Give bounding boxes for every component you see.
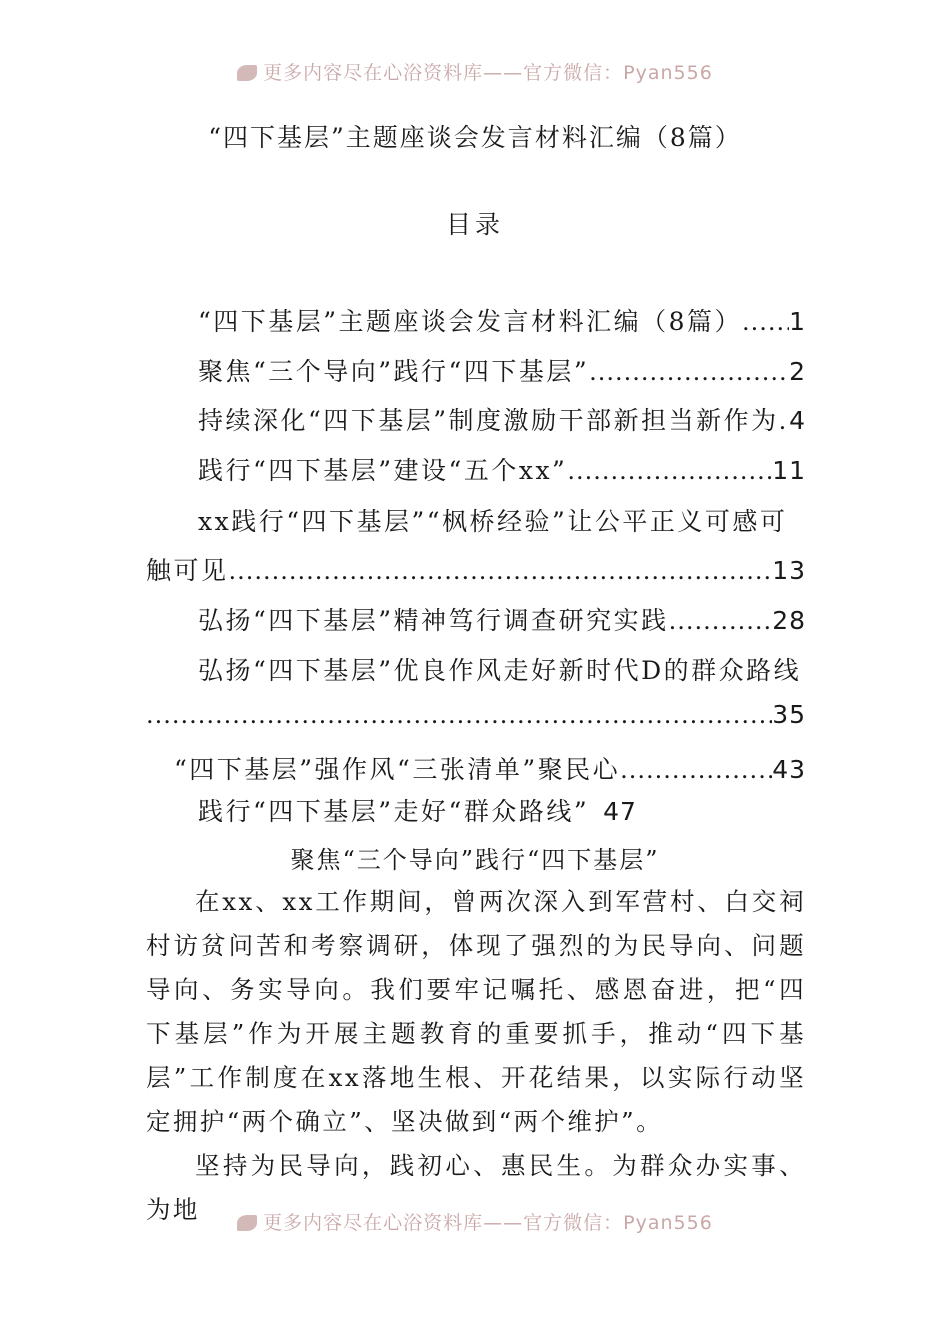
- watermark-text: 更多内容尽在心浴资料库——官方微信：Pyan556: [263, 1212, 713, 1234]
- toc-entry-title: 弘扬“四下基层”精神笃行调查研究实践: [198, 606, 669, 635]
- toc-entry-line1[interactable]: [146, 502, 806, 542]
- toc-entry-title: “四下基层”强作风“三张清单”聚民心: [174, 755, 621, 784]
- toc-leader-dots: [620, 756, 772, 784]
- toc-leader-dots: [146, 701, 772, 729]
- watermark-logo-icon: [237, 65, 257, 81]
- section-title: 聚焦“三个导向”践行“四下基层”: [290, 846, 660, 874]
- toc-entry-title: 践行“四下基层”走好“群众路线”: [198, 797, 590, 826]
- toc-leader-dots: [742, 308, 789, 336]
- toc-entry-page: 11: [772, 456, 806, 485]
- toc-entry-title-cont: 触可见: [146, 556, 229, 585]
- toc-entry-page: 4: [789, 406, 806, 435]
- document-title: “四下基层”主题座谈会发言材料汇编（8篇）: [208, 123, 742, 152]
- toc-entry-page: 13: [772, 556, 806, 585]
- body-paragraph: 坚持为民导向，践初心、惠民生。为群众办实事、为地: [146, 1151, 806, 1224]
- toc-entry[interactable]: [146, 401, 806, 441]
- toc-entry[interactable]: [146, 750, 806, 790]
- toc-leader-dots: [229, 557, 773, 585]
- toc-entry-title: 聚焦“三个导向”践行“四下基层”: [198, 357, 590, 386]
- toc-entry[interactable]: [146, 302, 806, 342]
- toc-entry[interactable]: [146, 451, 806, 491]
- toc-entry-title: 持续深化“四下基层”制度激励干部新担当新作为: [198, 406, 779, 435]
- toc-leader-dots: [669, 607, 773, 635]
- toc-entry-title: xx践行“四下基层”“枫桥经验”让公平正义可感可: [198, 507, 788, 536]
- toc-entry-page: 28: [772, 606, 806, 635]
- toc-leader-dots: [779, 407, 790, 435]
- watermark-text: 更多内容尽在心浴资料库——官方微信：Pyan556: [263, 62, 713, 84]
- toc-leader-dots: [567, 457, 772, 485]
- watermark-logo-icon: [237, 1215, 257, 1231]
- toc-entry-title: 践行“四下基层”建设“五个xx”: [198, 456, 568, 485]
- toc-entry-page: 35: [772, 700, 806, 729]
- toc-entry-title: 弘扬“四下基层”优良作风走好新时代D的群众路线: [198, 656, 802, 685]
- toc-entry-line2[interactable]: [146, 551, 806, 591]
- toc-entry-page: 2: [789, 357, 806, 386]
- toc-leader-dots: [589, 358, 789, 386]
- toc-entry-line2[interactable]: [146, 700, 806, 740]
- toc-entry-title: “四下基层”主题座谈会发言材料汇编（8篇）: [198, 307, 742, 336]
- toc-entry-page: 43: [772, 755, 806, 784]
- toc-entry-page: 47: [603, 797, 637, 826]
- watermark-bottom: [0, 1208, 950, 1235]
- toc-heading: 目录: [445, 210, 504, 239]
- body-paragraph: 在xx、xx工作期间，曾两次深入到军营村、白交祠村访贫问苦和考察调研，体现了强烈的为民导向、问题导向、务实导向。我们要牢记嘱托、感恩奋进，把“四下基层”作为开展主题教育的重要抓手，推动“四下基层”工作制度在xx落地生根、开花结果，以实际行动坚定拥护“两个确立”、坚决做到“两个维护”。: [146, 887, 806, 1136]
- toc-entry-page: 1: [789, 307, 806, 336]
- toc-entry[interactable]: [146, 792, 806, 832]
- toc-entry[interactable]: [146, 352, 806, 392]
- toc-entry-line1[interactable]: [146, 651, 806, 691]
- section-body: [146, 880, 806, 1232]
- watermark-top: [0, 58, 950, 85]
- toc-entry[interactable]: [146, 601, 806, 641]
